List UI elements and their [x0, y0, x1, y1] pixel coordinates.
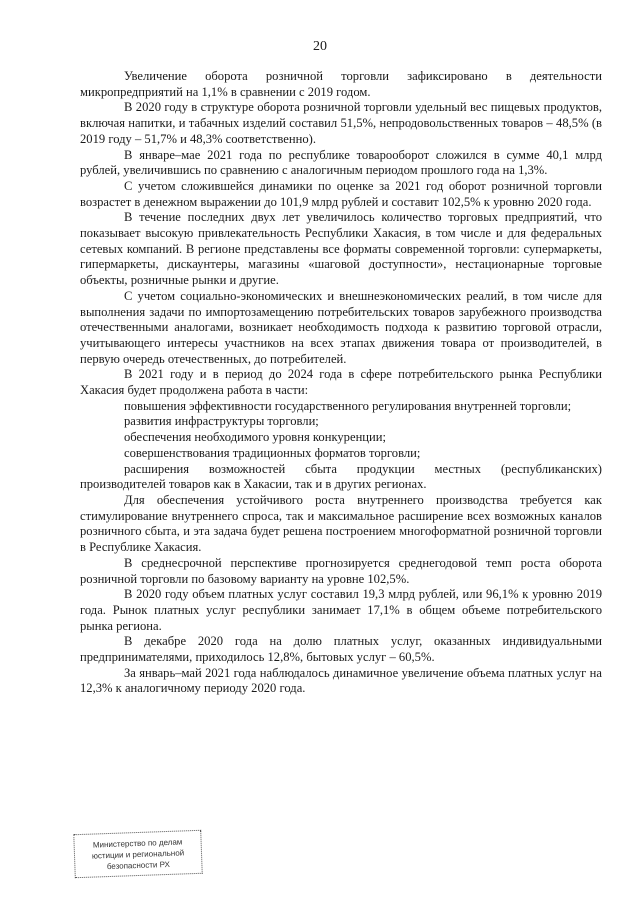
- paragraph: В 2020 году объем платных услуг составил 19,3 млрд рублей, или 96,1% к уровню 2019 года. Рынок платных услуг республики занимает 17,1% в общем объеме потребительского рынка региона.: [80, 587, 602, 633]
- list-item: расширения возможностей сбыта продукции местных (республиканских) производителей товаров как в Хакасии, так и в других регионах.: [80, 461, 602, 492]
- paragraph: В 2020 году в структуре оборота розничной торговли удельный вес пищевых продуктов, включая напитки, и табачных изделий составил 51,5%, непродовольственных товаров – 48,5% (в 2019 году – 51,7% и 48,3% соответственно).: [80, 100, 602, 146]
- registration-stamp: [73, 830, 202, 878]
- paragraph: В течение последних двух лет увеличилось количество торговых предприятий, что показывает высокую привлекательность Республики Хакасия, в том числе и для федеральных сетевых компаний. В регионе представлены все форматы современной торговли: супермаркеты, гипермаркеты, дискаунтеры, магазины «шаговой доступности», нестационарные торговые объекты, розничные рынки и другие.: [80, 210, 602, 288]
- list-item: совершенствования традиционных форматов торговли;: [124, 445, 421, 460]
- paragraph: Для обеспечения устойчивого роста внутреннего производства требуется как стимулирование внутреннего спроса, так и максимальное расширение всех возможных каналов розничного сбыта, и эта задача будет решена построением многоформатной розничной торговли в Республике Хакасия.: [80, 492, 602, 555]
- paragraph: В 2021 году и в период до 2024 года в сфере потребительского рынка Республики Хакасия будет продолжена работа в части:: [80, 367, 602, 398]
- stamp-line: юстиции и региональной: [91, 848, 185, 861]
- list-item: развития инфраструктуры торговли;: [124, 414, 319, 429]
- paragraph: Увеличение оборота розничной торговли зафиксировано в деятельности микропредприятий на 1,1% в сравнении с 2019 годом.: [80, 69, 602, 99]
- paragraph: За январь–май 2021 года наблюдалось динамичное увеличение объема платных услуг на 12,3% к аналогичному периоду 2020 года.: [80, 665, 602, 696]
- paragraph: В среднесрочной перспективе прогнозируется среднегодовой темп роста оборота розничной торговли по базовому варианту на уровне 102,5%.: [80, 555, 602, 586]
- stamp-line: безопасности РХ: [106, 859, 171, 872]
- list-item: обеспечения необходимого уровня конкуренции;: [124, 430, 387, 445]
- paragraph: С учетом сложившейся динамики по оценке за 2021 год оборот розничной торговли возрастет в денежном выражении до 101,9 млрд рублей и составит 102,5% к уровню 2020 года.: [80, 178, 602, 209]
- paragraph: С учетом социально-экономических и внешнеэкономических реалий, в том числе для выполнения задачи по импортозамещению потребительских товаров зарубежного производства отечественными аналогами, возникает необходимость подхода к развитию торговой отрасли, учитывающего интересы участников на всех этапах движения товара от производителей, в первую очередь отечественных, до потребителей.: [80, 288, 602, 366]
- stamp-line: Министерство по делам: [92, 837, 183, 850]
- list-item: повышения эффективности государственного регулирования внутренней торговли;: [124, 398, 572, 413]
- document-body: [80, 69, 602, 697]
- page-number: 20: [313, 39, 327, 54]
- paragraph: В декабре 2020 года на долю платных услуг, оказанных индивидуальными предпринимателями, приходилось 12,8%, бытовых услуг – 60,5%.: [80, 634, 602, 665]
- paragraph: В январе–мае 2021 года по республике товарооборот сложился в сумме 40,1 млрд рублей, увеличившись по сравнению с аналогичным периодом прошлого года на 1,3%.: [80, 147, 602, 178]
